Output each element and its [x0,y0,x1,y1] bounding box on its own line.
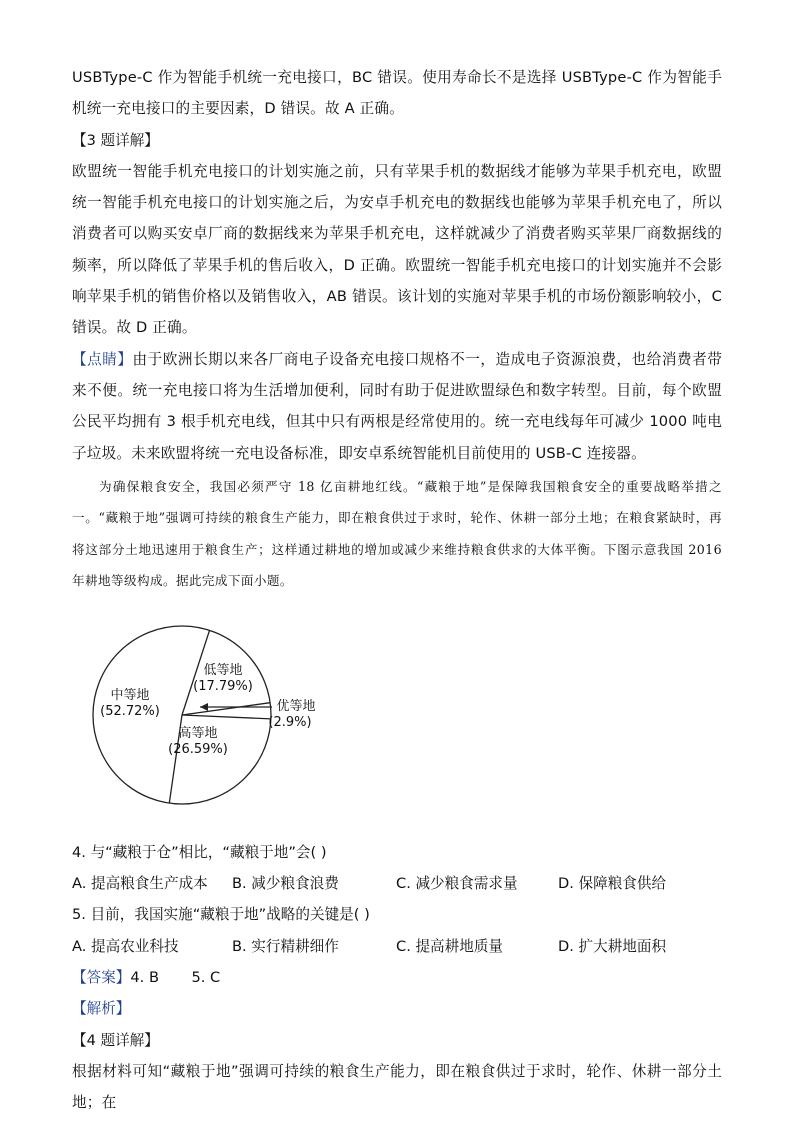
pie-svg [86,615,406,815]
q4-option-b[interactable]: B. 减少粮食浪费 [232,875,339,893]
q4-options [72,868,722,899]
tip-paragraph [72,344,722,469]
pie-label-2: 优等地 [276,698,316,714]
pie-value-0: (52.72%) [100,703,160,719]
tip-text: 由于欧洲长期以来各厂商电子设备充电接口规格不一，造成电子资源浪费，也给消费者带来不便。统一充电接口将为生活增加便利，同时有助于促进欧盟绿色和数字转型。目前，每个欧盟公民平均拥有 3 根手机充电线，但其中只有两根是经常使用的。统一充电线每年可减少 1000 吨电子垃圾。未来欧盟将统一充电设备标准，即安卓系统智能机目前使用的 USB-C 连接器。 [72,350,722,462]
farmland-grade-pie-chart [86,615,406,815]
q4-option-c[interactable]: C. 减少粮食需求量 [396,875,518,893]
q4-option-d[interactable]: D. 保障粮食供给 [558,875,667,893]
q5-option-b[interactable]: B. 实行精耕细作 [232,937,339,955]
q4-heading: 【4 题详解】 [72,1031,159,1049]
q5-option-a[interactable]: A. 提高农业科技 [72,937,179,955]
q5-stem: 5. 目前，我国实施“藏粮于地”战略的关键是( ) [72,906,370,924]
pie-value-1: (17.79%) [193,678,253,694]
tip-label: 【点睛】 [72,350,133,368]
analysis-row [72,993,722,1024]
q4-stem: 4. 与“藏粮于仓”相比，“藏粮于地”会( ) [72,843,327,861]
answer-label: 【答案】 [72,969,131,987]
material-paragraph: 为确保粮食安全，我国必须严守 18 亿亩耕地红线。“藏粮于地”是保障我国粮食安全的重要战略举措之一。“藏粮于地”强调可持续的粮食生产能力，即在粮食供过于求时，轮作、休耕一部分土地；在粮食紧缺时，再将这部分土地迅速用于粮食生产；这样通过耕地的增加或减少来维持粮食供求的大体平衡。下图示意我国 2016 年耕地等级构成。据此完成下面小题。 [72,478,722,589]
q5-options [72,931,722,962]
q5-option-d[interactable]: D. 扩大耕地面积 [558,937,667,955]
paragraph-continuation: USBType-C 作为智能手机统一充电接口，BC 错误。使用寿命长不是选择 USBType-C 作为智能手机统一充电接口的主要因素，D 错误。故 A 正确。 [72,69,722,118]
q5-option-c[interactable]: C. 提高耕地质量 [396,937,504,955]
q4-option-a[interactable]: A. 提高粮食生产成本 [72,875,208,893]
pie-label-1: 低等地 [203,662,243,678]
analysis-label: 【解析】 [72,1000,131,1018]
answer-row [72,962,722,993]
q4-explanation: 根据材料可知“藏粮于地”强调可持续的粮食生产能力，即在粮食供过于求时，轮作、休耕一部分土地；在 [72,1062,722,1112]
q3-explanation: 欧盟统一智能手机充电接口的计划实施之前，只有苹果手机的数据线才能够为苹果手机充电，欧盟统一智能手机充电接口的计划实施之后，为安卓手机充电的数据线也能够为苹果手机充电了，所以消费者可以购买安卓厂商的数据线来为苹果手机充电，这样就减少了消费者购买苹果厂商数据线的频率，所以降低了苹果手机的售后收入，D 正确。欧盟统一智能手机充电接口的计划实施并不会影响苹果手机的销售价格以及销售收入，AB 错误。该计划的实施对苹果手机的市场份额影响较小，C 错误。故 D 正确。 [72,162,722,337]
pie-label-3: 高等地 [178,725,218,741]
pie-value-2: (2.9%) [268,714,312,730]
document-page [72,62,722,1119]
q3-heading: 【3 题详解】 [72,131,159,149]
pie-value-3: (26.59%) [168,741,228,757]
answer-text: 4. B 5. C [130,969,221,987]
pie-label-0: 中等地 [110,687,150,703]
